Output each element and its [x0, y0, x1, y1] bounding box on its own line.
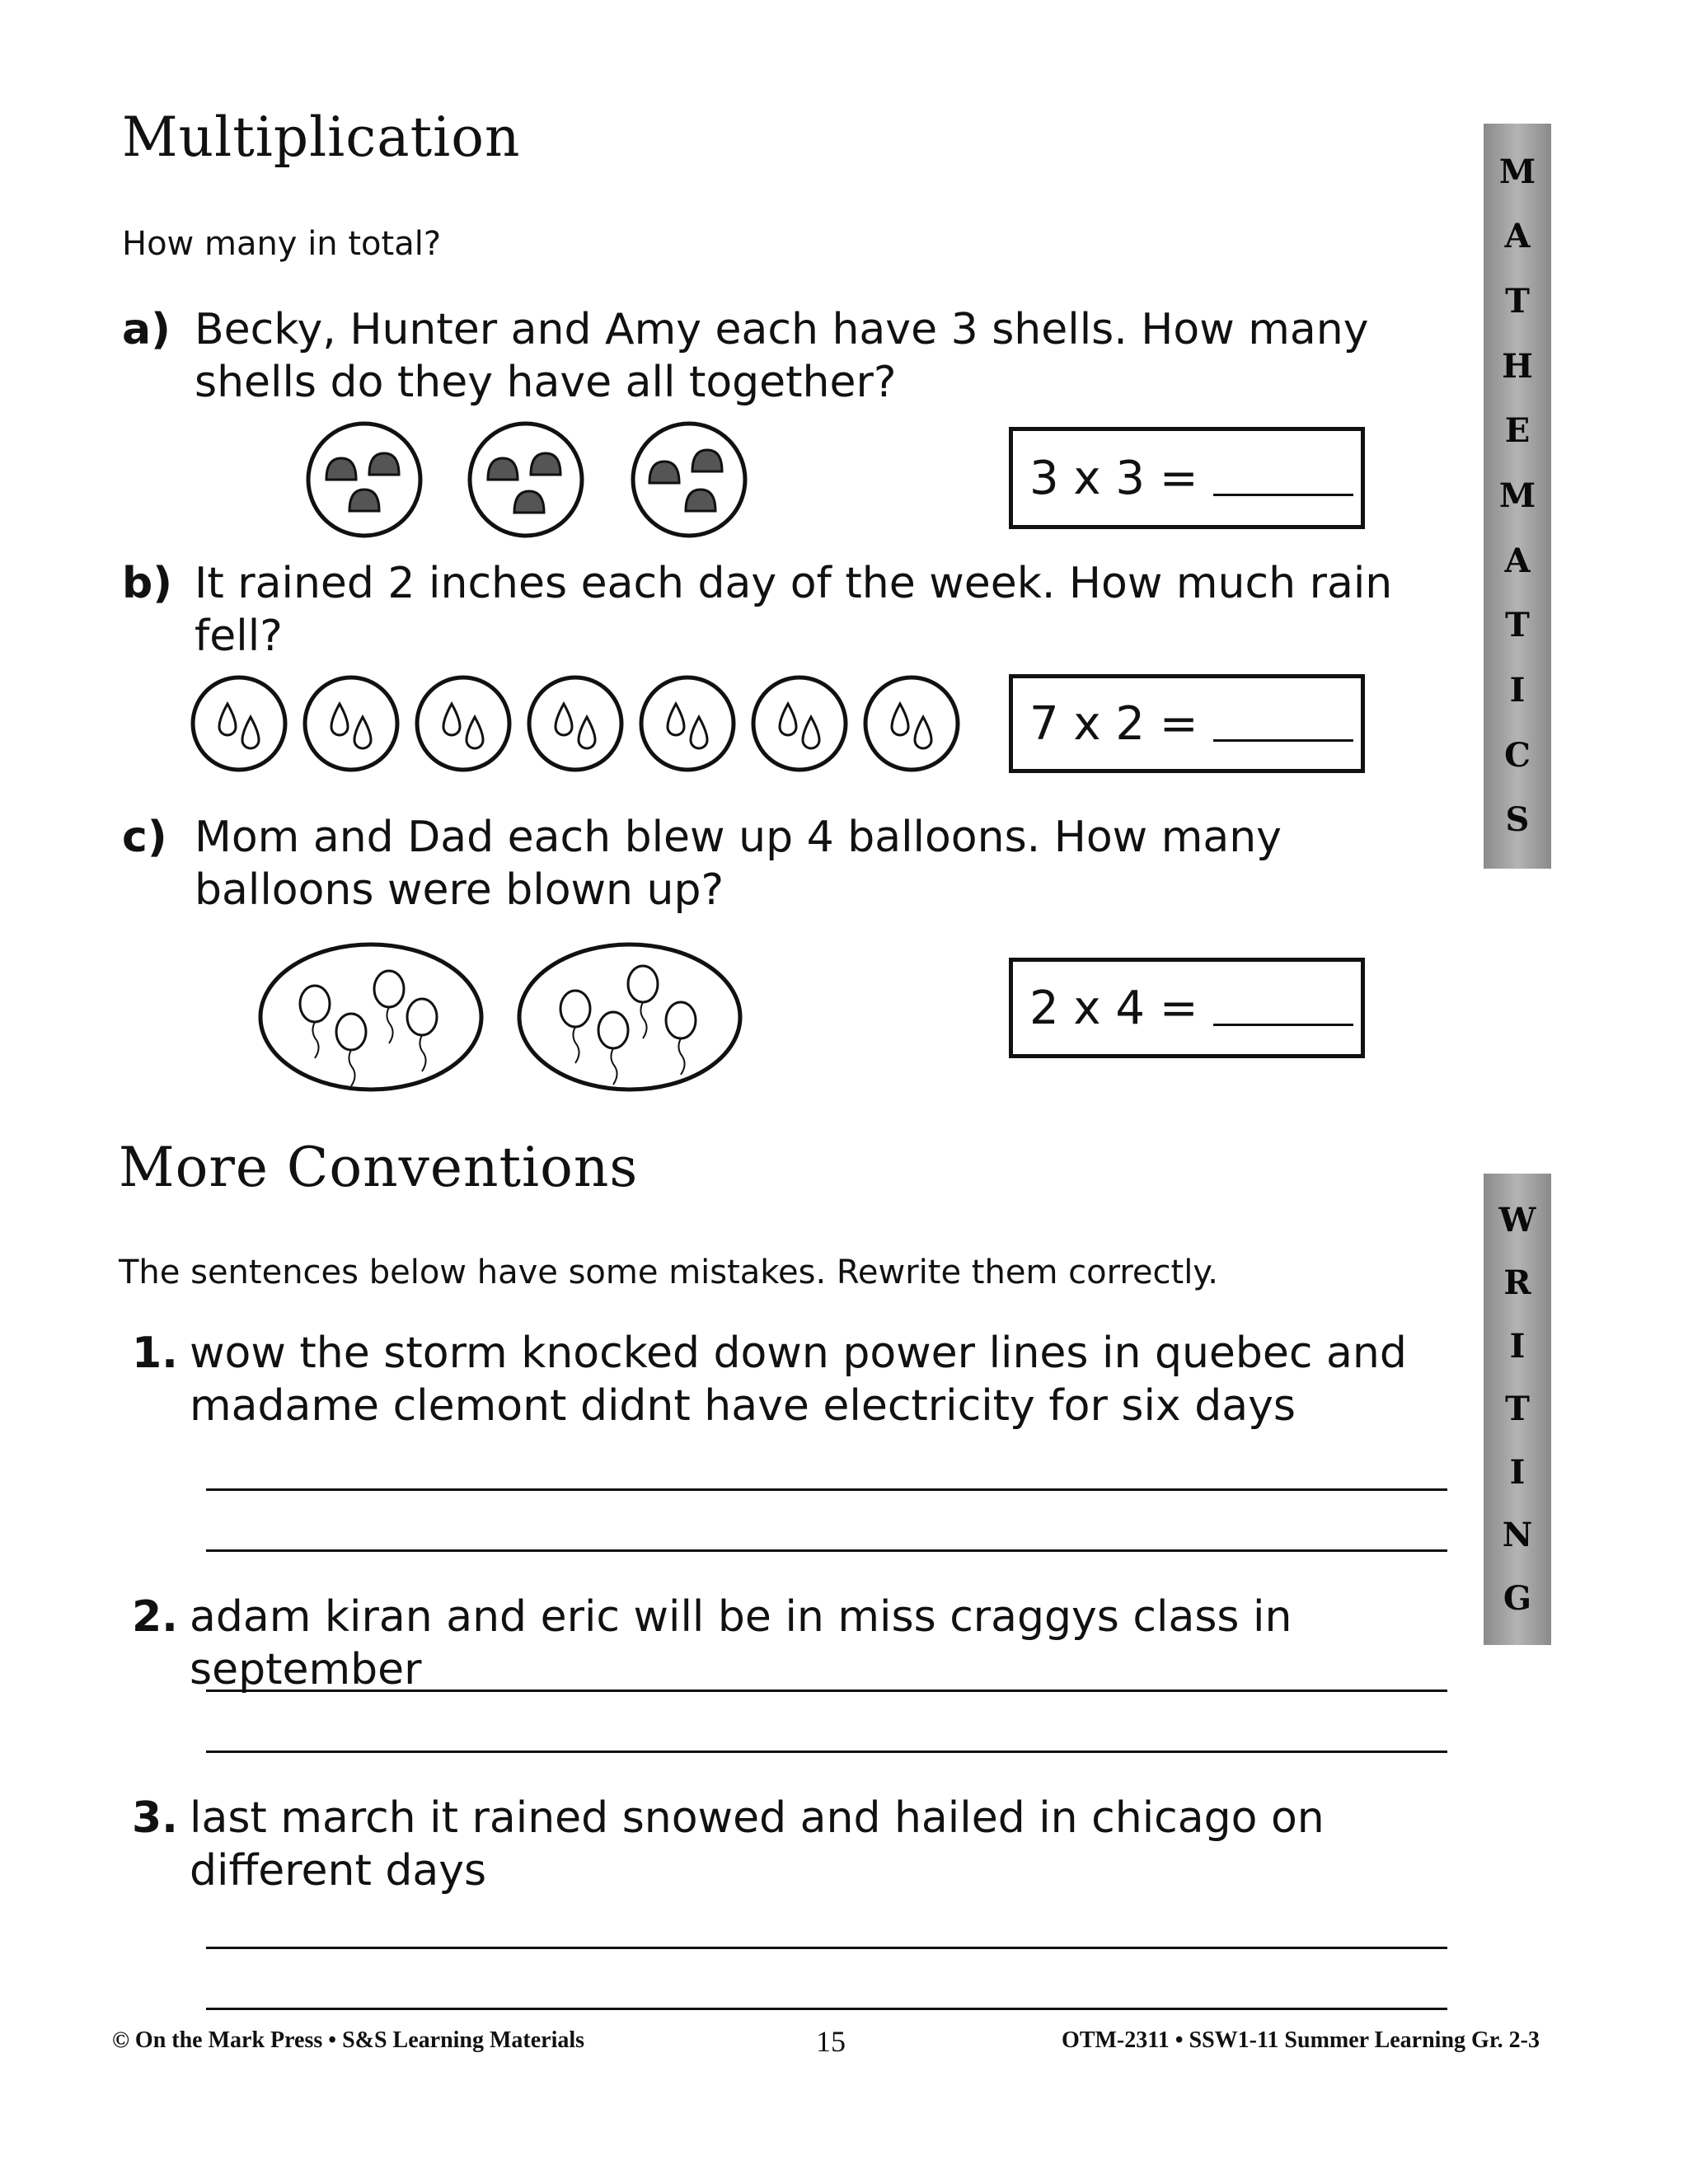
writing-line-1a[interactable] — [206, 1488, 1447, 1491]
raindrop-group — [193, 677, 285, 770]
question-a-text-line2: shells do they have all together? — [195, 358, 897, 407]
question-c-text-line2: balloons were blown up? — [195, 865, 724, 915]
raindrop-group — [529, 677, 621, 770]
mathematics-letter: C — [1504, 735, 1531, 775]
conventions-title: More Conventions — [119, 1136, 639, 1199]
sentence-1-line1: wow the storm knocked down power lines in quebec and — [190, 1329, 1407, 1378]
question-c-label: c) — [122, 813, 167, 862]
raindrop-icon — [331, 704, 348, 735]
raindrop-icon — [780, 704, 796, 735]
page-number: 15 — [816, 2025, 846, 2058]
shell-icon — [369, 453, 399, 475]
raindrop-icon — [803, 717, 819, 748]
balloon-icon — [560, 991, 590, 1063]
raindrop-icon — [242, 717, 259, 748]
writing-line-3b[interactable] — [206, 2008, 1447, 2010]
raindrop-icon — [579, 717, 595, 748]
writing-line-1b[interactable] — [206, 1549, 1447, 1552]
raindrop-icon — [556, 704, 572, 735]
mathematics-side-tab — [1484, 124, 1551, 869]
raindrop-group — [641, 677, 734, 770]
raindrop-icon — [219, 704, 236, 735]
shell-group — [470, 424, 582, 536]
sentence-3-number: 3. — [132, 1793, 178, 1843]
mathematics-letter: M — [1498, 476, 1536, 515]
raindrop-group — [865, 677, 958, 770]
equation-b: 7 x 2 = — [1029, 696, 1198, 751]
raindrop-icon — [467, 717, 483, 748]
writing-line-2b[interactable] — [206, 1750, 1447, 1753]
balloon-icon — [666, 1002, 696, 1075]
footer-publisher: © On the Mark Press • S&S Learning Materials — [112, 2027, 585, 2053]
balloon-icon — [374, 971, 404, 1043]
writing-side-tab — [1484, 1174, 1551, 1645]
balloon-icon — [628, 966, 658, 1038]
mathematics-letter: A — [1504, 541, 1531, 580]
raindrop-icon — [915, 717, 931, 748]
sentence-1-line2: madame clemont didnt have electricity for six days — [190, 1381, 1296, 1431]
shell-icon — [488, 458, 518, 480]
conventions-instructions: The sentences below have some mistakes. Rewrite them correctly. — [119, 1254, 1218, 1291]
mathematics-letter: S — [1505, 800, 1530, 840]
question-b-label: b) — [122, 559, 172, 608]
footer-product-code: OTM-2311 • SSW1-11 Summer Learning Gr. 2-3 — [1062, 2027, 1540, 2053]
question-a-text-line1: Becky, Hunter and Amy each have 3 shells. How many — [195, 305, 1369, 354]
mathematics-letter: A — [1504, 217, 1531, 256]
shell-group — [633, 424, 745, 536]
mathematics-letter: T — [1505, 281, 1530, 321]
raindrop-icon — [668, 704, 684, 735]
mathematics-letter: E — [1504, 411, 1531, 451]
sentence-item-3 — [132, 1792, 1467, 1899]
balloon-icon — [336, 1014, 366, 1086]
sentence-1-number: 1. — [132, 1329, 178, 1378]
sentence-2-number: 2. — [132, 1592, 178, 1642]
writing-line-2a[interactable] — [206, 1690, 1447, 1692]
mathematics-letter: T — [1505, 606, 1530, 645]
question-b-text-line2: fell? — [195, 612, 283, 661]
writing-letter: W — [1498, 1200, 1536, 1240]
writing-letter: T — [1505, 1390, 1530, 1428]
equation-c: 2 x 4 = — [1029, 981, 1198, 1035]
writing-letter: G — [1503, 1578, 1532, 1618]
balloon-icon — [598, 1012, 628, 1085]
shell-icon — [692, 450, 722, 471]
mathematics-letter: H — [1502, 346, 1533, 386]
raindrop-group — [417, 677, 509, 770]
answer-blank-b[interactable] — [1213, 706, 1353, 742]
multiplication-prompt: How many in total? — [122, 225, 442, 263]
mathematics-letter: M — [1498, 152, 1536, 191]
shell-icon — [686, 490, 715, 511]
question-b-text-line1: It rained 2 inches each day of the week. How much rain — [195, 559, 1393, 608]
balloon-icon — [300, 986, 330, 1058]
balloon-group — [519, 944, 740, 1090]
writing-letter: R — [1503, 1263, 1531, 1302]
question-a-label: a) — [122, 305, 171, 354]
sentence-3-line1: last march it rained snowed and hailed in chicago on — [190, 1793, 1325, 1843]
writing-line-3a[interactable] — [206, 1947, 1447, 1949]
shell-icon — [649, 462, 679, 483]
raindrop-icon — [443, 704, 460, 735]
shell-icon — [349, 490, 379, 511]
raindrop-group — [753, 677, 846, 770]
question-c — [122, 811, 1457, 918]
writing-letter: I — [1509, 1452, 1526, 1492]
sentence-2-line1: adam kiran and eric will be in miss craggys class in september — [190, 1592, 1292, 1694]
answer-box-c[interactable] — [1009, 958, 1365, 1058]
answer-blank-c[interactable] — [1213, 991, 1353, 1026]
sentence-3-line2: different days — [190, 1846, 487, 1896]
balloon-group — [260, 944, 481, 1090]
answer-box-a[interactable] — [1009, 427, 1365, 529]
raindrop-groups — [190, 673, 964, 780]
raindrop-icon — [691, 717, 707, 748]
question-a — [122, 303, 1457, 410]
writing-letter: I — [1509, 1326, 1526, 1366]
raindrop-icon — [892, 704, 908, 735]
shell-group — [308, 424, 420, 536]
shell-icon — [514, 491, 544, 513]
mathematics-letter: I — [1509, 670, 1526, 710]
multiplication-title: Multiplication — [122, 105, 521, 169]
balloon-groups — [256, 940, 750, 1096]
raindrop-icon — [354, 717, 371, 748]
writing-letter: N — [1502, 1516, 1533, 1554]
question-c-text-line1: Mom and Dad each blew up 4 balloons. How many — [195, 813, 1282, 862]
answer-box-b[interactable] — [1009, 674, 1365, 773]
sentence-item-2 — [132, 1591, 1467, 1694]
shell-groups — [297, 420, 758, 544]
shell-icon — [326, 458, 356, 480]
shell-icon — [531, 453, 560, 475]
balloon-icon — [407, 999, 437, 1071]
question-b — [122, 557, 1457, 664]
answer-blank-a[interactable] — [1213, 461, 1353, 496]
sentence-item-1 — [132, 1327, 1467, 1434]
raindrop-group — [305, 677, 397, 770]
equation-a: 3 x 3 = — [1029, 451, 1198, 505]
